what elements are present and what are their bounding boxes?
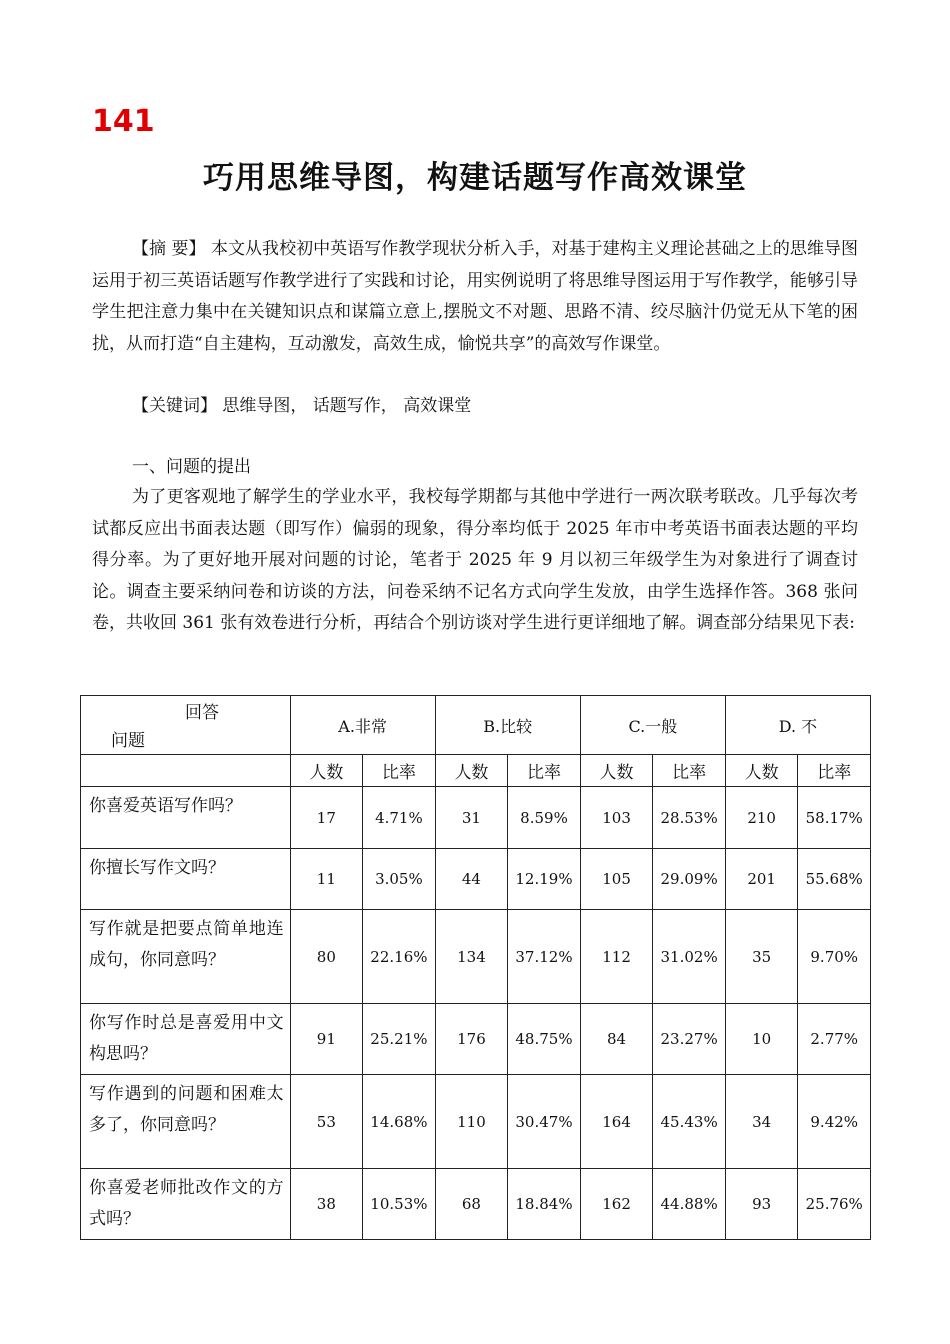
data-cell: 28.53% <box>653 787 726 849</box>
data-cell: 3.05% <box>363 849 436 910</box>
data-cell: 112 <box>580 910 653 1004</box>
data-cell: 45.43% <box>653 1075 726 1169</box>
subheader-count: 人数 <box>580 755 653 787</box>
question-cell: 写作就是把要点简单地连成句，你同意吗？ <box>81 910 291 1004</box>
subheader-count: 人数 <box>435 755 508 787</box>
corner-answer-label: 回答 <box>185 703 219 723</box>
corner-question-label: 问题 <box>111 731 145 751</box>
data-cell: 2.77% <box>798 1004 871 1075</box>
data-cell: 44 <box>435 849 508 910</box>
data-cell: 17 <box>290 787 363 849</box>
table-row <box>81 849 871 910</box>
subheader-rate: 比率 <box>508 755 581 787</box>
data-cell: 55.68% <box>798 849 871 910</box>
data-cell: 105 <box>580 849 653 910</box>
data-cell: 14.68% <box>363 1075 436 1169</box>
data-cell: 110 <box>435 1075 508 1169</box>
data-cell: 210 <box>725 787 798 849</box>
data-cell: 91 <box>290 1004 363 1075</box>
question-cell: 写作遇到的问题和困难太多了，你同意吗？ <box>81 1075 291 1169</box>
data-cell: 176 <box>435 1004 508 1075</box>
subheader-count: 人数 <box>725 755 798 787</box>
data-cell: 35 <box>725 910 798 1004</box>
option-d-header: D. 不 <box>725 696 870 755</box>
keywords-tag: 【关键词】 <box>132 396 217 416</box>
subheader-rate: 比率 <box>363 755 436 787</box>
data-cell: 93 <box>725 1169 798 1240</box>
question-cell: 你喜爱老师批改作文的方式吗？ <box>81 1169 291 1240</box>
table-row <box>81 1004 871 1075</box>
data-cell: 9.70% <box>798 910 871 1004</box>
table-row <box>81 787 871 849</box>
option-b-header: B.比较 <box>435 696 580 755</box>
subheader-empty <box>81 755 291 787</box>
data-cell: 10 <box>725 1004 798 1075</box>
data-cell: 25.21% <box>363 1004 436 1075</box>
data-cell: 34 <box>725 1075 798 1169</box>
table-corner-cell <box>81 696 291 755</box>
data-cell: 201 <box>725 849 798 910</box>
survey-table <box>80 695 871 1240</box>
keywords-text: 思维导图， 话题写作， 高效课堂 <box>217 396 472 416</box>
data-cell: 31.02% <box>653 910 726 1004</box>
data-cell: 22.16% <box>363 910 436 1004</box>
question-cell: 你喜爱英语写作吗？ <box>81 787 291 849</box>
data-cell: 23.27% <box>653 1004 726 1075</box>
subheader-count: 人数 <box>290 755 363 787</box>
page-title: 巧用思维导图，构建话题写作高效课堂 <box>203 160 747 196</box>
abstract-text: 本文从我校初中英语写作教学现状分析入手，对基于建构主义理论甚础之上的思维导图运用于初三英语话题写作教学进行了实践和讨论，用实例说明了将思维导图运用于写作教学，能够引导学生把注意力集中在关键知识点和谋篇立意上,摆脱文不对题、思路不清、绞尽脑汁仍觉无从下笔的困扰，从而打造“自主建构，互动激发，高效生成，愉悦共享”的高效写作课堂。 <box>92 239 858 354</box>
table-row <box>81 1075 871 1169</box>
section-paragraph: 为了更客观地了解学生的学业水平，我校每学期都与其他中学进行一两次联考联改。几乎每次考试都反应出书面表达题（即写作）偏弱的现象，得分率均低于 2025 年市中考英语书面表达题的平均得分率。为了更好地开展对问题的讨论，笔者于 2025 年 9 月以初三年级学生为对象进行了调查讨论。调查主要采纳问卷和访谈的方法，问卷采纳不记名方式向学生发放，由学生选择作答。368 张问卷，共收回 361 张有效卷进行分析，再结合个别访谈对学生进行更详细地了解。调查部分结果见下表: <box>92 487 858 633</box>
option-c-header: C.一般 <box>580 696 725 755</box>
subheader-rate: 比率 <box>653 755 726 787</box>
abstract-tag: 【摘 要】 <box>132 239 206 259</box>
data-cell: 18.84% <box>508 1169 581 1240</box>
data-cell: 25.76% <box>798 1169 871 1240</box>
data-cell: 12.19% <box>508 849 581 910</box>
table-row <box>81 910 871 1004</box>
data-cell: 164 <box>580 1075 653 1169</box>
table-row <box>81 1169 871 1240</box>
data-cell: 84 <box>580 1004 653 1075</box>
data-cell: 44.88% <box>653 1169 726 1240</box>
data-cell: 29.09% <box>653 849 726 910</box>
data-cell: 9.42% <box>798 1075 871 1169</box>
data-cell: 30.47% <box>508 1075 581 1169</box>
data-cell: 8.59% <box>508 787 581 849</box>
option-a-header: A.非常 <box>290 696 435 755</box>
data-cell: 80 <box>290 910 363 1004</box>
data-cell: 134 <box>435 910 508 1004</box>
table-header-row <box>81 696 871 755</box>
section-heading: 一、问题的提出 <box>132 457 251 477</box>
data-cell: 68 <box>435 1169 508 1240</box>
subheader-rate: 比率 <box>798 755 871 787</box>
question-cell: 你写作时总是喜爱用中文构思吗？ <box>81 1004 291 1075</box>
keywords <box>92 391 858 423</box>
table-subheader-row <box>81 755 871 787</box>
data-cell: 162 <box>580 1169 653 1240</box>
data-cell: 38 <box>290 1169 363 1240</box>
data-cell: 10.53% <box>363 1169 436 1240</box>
data-cell: 37.12% <box>508 910 581 1004</box>
data-cell: 58.17% <box>798 787 871 849</box>
abstract <box>92 234 858 360</box>
data-cell: 53 <box>290 1075 363 1169</box>
data-cell: 48.75% <box>508 1004 581 1075</box>
question-cell: 你擅长写作文吗？ <box>81 849 291 910</box>
data-cell: 4.71% <box>363 787 436 849</box>
data-cell: 11 <box>290 849 363 910</box>
data-cell: 103 <box>580 787 653 849</box>
page-number: 141 <box>92 104 155 139</box>
data-cell: 31 <box>435 787 508 849</box>
